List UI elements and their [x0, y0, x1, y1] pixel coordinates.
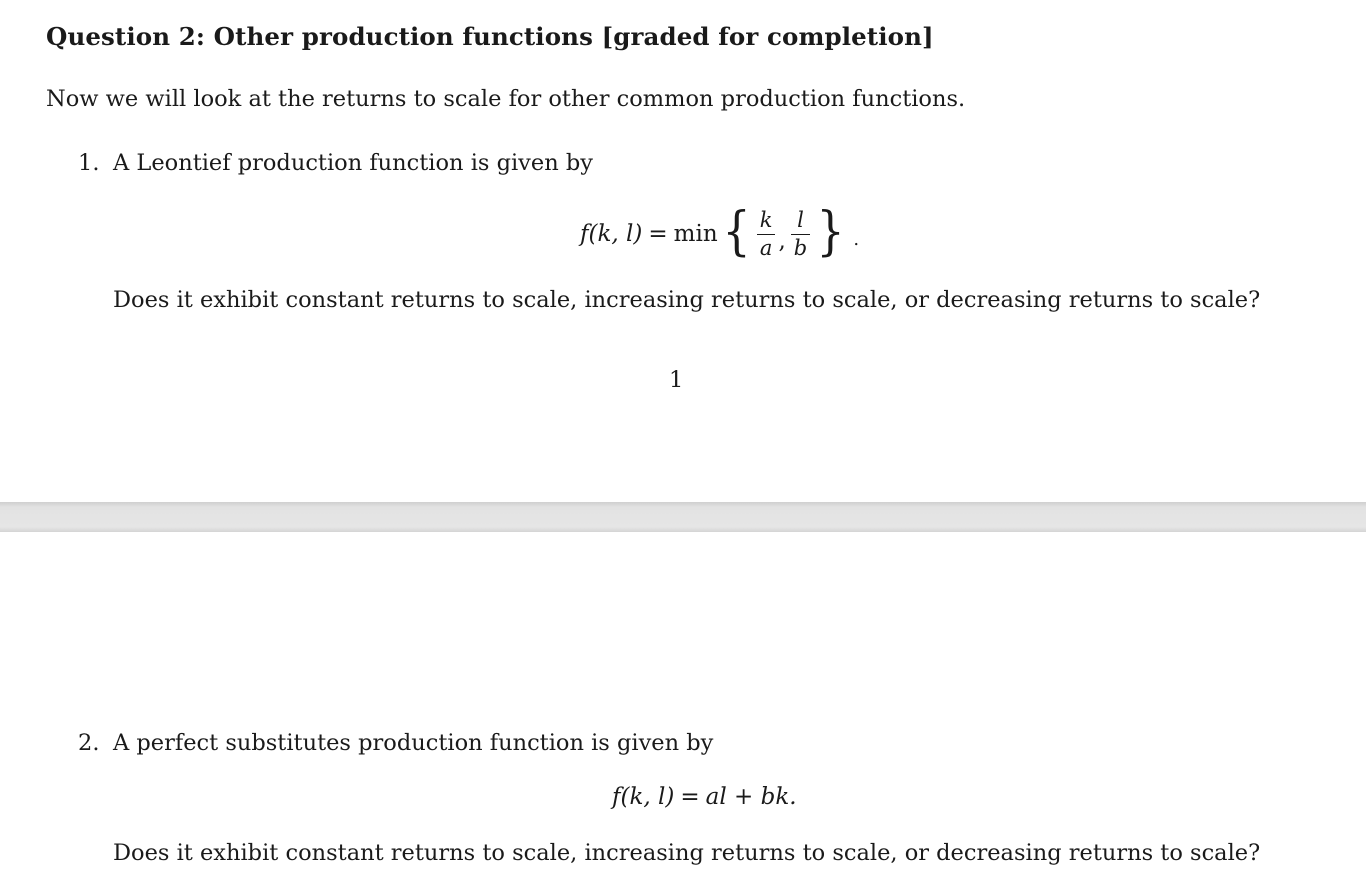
- fraction-denominator: a: [759, 235, 773, 260]
- fraction-bar: [791, 234, 810, 235]
- fraction-bar: [757, 234, 776, 235]
- equation-period: .: [853, 229, 860, 250]
- fraction-k-over-a: [757, 209, 776, 258]
- left-brace: {: [722, 202, 751, 262]
- question-1-text: A Leontief production function is given by: [113, 150, 593, 176]
- equation-lhs: f(k, l): [612, 784, 675, 810]
- question-2-text: A perfect substitutes production function is given by: [113, 730, 714, 756]
- perfect-substitutes-equation: [612, 784, 797, 810]
- comma: ,: [778, 228, 786, 254]
- fraction-denominator: b: [793, 235, 808, 260]
- document-page-2: [0, 532, 1366, 891]
- list-item-number: 2.: [78, 730, 100, 756]
- question-1-prompt: Does it exhibit constant returns to scale, increasing returns to scale, or decreasing returns to scale?: [113, 287, 1261, 313]
- page-separator: [0, 502, 1366, 532]
- equation-rhs: al + bk.: [705, 784, 797, 810]
- equals-sign: =: [648, 221, 668, 247]
- equation-lhs: f(k, l): [580, 221, 643, 247]
- fraction-numerator: k: [759, 208, 773, 233]
- question-2-prompt: Does it exhibit constant returns to scale, increasing returns to scale, or decreasing returns to scale?: [113, 840, 1261, 866]
- min-operator: min: [673, 221, 718, 247]
- fraction-numerator: l: [797, 208, 804, 233]
- leontief-equation: [580, 200, 859, 268]
- equals-sign: =: [680, 784, 700, 810]
- right-brace: }: [816, 202, 845, 262]
- fraction-l-over-b: [791, 209, 810, 258]
- question-heading: Question 2: Other production functions [graded for completion]: [46, 22, 934, 51]
- list-item-number: 1.: [78, 150, 100, 176]
- page-number: 1: [669, 367, 684, 393]
- intro-paragraph: Now we will look at the returns to scale for other common production functions.: [46, 86, 966, 112]
